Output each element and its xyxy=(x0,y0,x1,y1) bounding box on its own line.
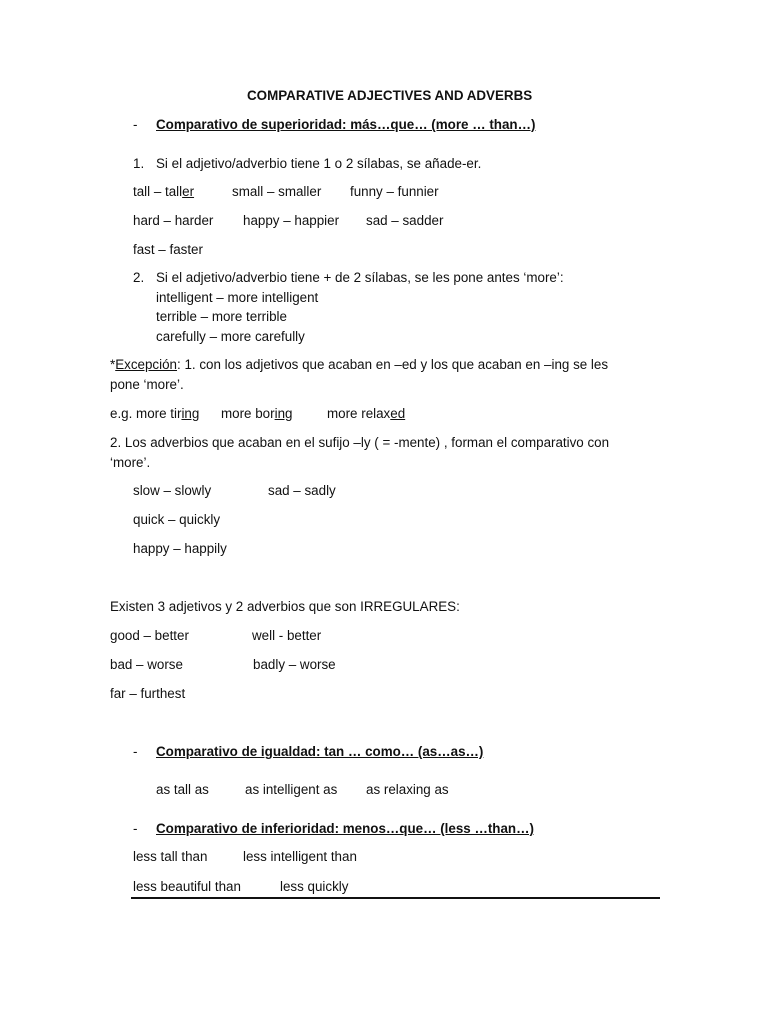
exception-star: * xyxy=(110,357,116,372)
example-relaxed-suffix: ed xyxy=(390,406,406,421)
irregular-well: well - better xyxy=(252,628,322,643)
superiority-heading: Comparativo de superioridad: más…que… (more … than…) xyxy=(156,117,536,132)
example-as-relaxing: as relaxing as xyxy=(366,782,449,797)
example-slow: slow – slowly xyxy=(133,483,212,498)
bullet-dash: - xyxy=(133,117,138,132)
example-as-tall: as tall as xyxy=(156,782,209,797)
example-less-tall: less tall than xyxy=(133,849,208,864)
example-boring xyxy=(221,406,292,422)
example-less-beautiful: less beautiful than xyxy=(133,879,241,894)
exception-line-2: pone ‘more’. xyxy=(110,377,184,392)
example-tiring-base: e.g. more tir xyxy=(110,406,182,421)
exception-label: Excepción xyxy=(115,357,178,372)
example-less-quickly: less quickly xyxy=(280,879,349,894)
exception-text: : 1. con los adjetivos que acaban en –ed y los que acaban en –ing se les xyxy=(177,357,609,372)
rule2-number: 2. xyxy=(133,270,145,285)
example-happy: happy – happier xyxy=(243,213,340,228)
adverbs-line-2: ‘more’. xyxy=(110,455,151,470)
example-sadly: sad – sadly xyxy=(268,483,336,498)
example-terrible: terrible – more terrible xyxy=(156,309,287,324)
example-small: small – smaller xyxy=(232,184,322,199)
example-tall xyxy=(133,184,194,200)
example-sad: sad – sadder xyxy=(366,213,444,228)
inferiority-heading: Comparativo de inferioridad: menos…que… (less …than…) xyxy=(156,821,534,836)
example-tiring xyxy=(110,406,199,422)
bullet-dash: - xyxy=(133,821,138,836)
example-relaxed-base: more relax xyxy=(327,406,391,421)
page-title: COMPARATIVE ADJECTIVES AND ADVERBS xyxy=(247,88,533,103)
example-tall-suffix: er xyxy=(182,184,195,199)
example-relaxed xyxy=(327,406,405,422)
example-tall-base: tall – tall xyxy=(133,184,183,199)
exception-line-1 xyxy=(110,357,608,373)
example-less-intelligent: less intelligent than xyxy=(243,849,357,864)
bullet-dash: - xyxy=(133,744,138,759)
example-carefully: carefully – more carefully xyxy=(156,329,305,344)
example-as-intelligent: as intelligent as xyxy=(245,782,338,797)
example-hard: hard – harder xyxy=(133,213,214,228)
irregular-far: far – furthest xyxy=(110,686,186,701)
rule1-number: 1. xyxy=(133,156,145,171)
example-boring-base: more bor xyxy=(221,406,275,421)
example-intelligent: intelligent – more intelligent xyxy=(156,290,319,305)
rule2-text: Si el adjetivo/adverbio tiene + de 2 sílabas, se les pone antes ‘more’: xyxy=(156,270,564,285)
irregular-intro: Existen 3 adjetivos y 2 adverbios que son IRREGULARES: xyxy=(110,599,460,614)
irregular-badly: badly – worse xyxy=(253,657,336,672)
example-tiring-suffix: ing xyxy=(181,406,200,421)
adverbs-line-1: 2. Los adverbios que acaban en el sufijo –ly ( = -mente) , forman el comparativo con xyxy=(110,435,610,450)
example-fast: fast – faster xyxy=(133,242,203,257)
rule1-text: Si el adjetivo/adverbio tiene 1 o 2 sílabas, se añade-er. xyxy=(156,156,482,171)
irregular-good: good – better xyxy=(110,628,189,643)
bottom-rule xyxy=(131,897,660,899)
example-quick: quick – quickly xyxy=(133,512,221,527)
example-funny: funny – funnier xyxy=(350,184,439,199)
example-happily: happy – happily xyxy=(133,541,227,556)
equality-heading: Comparativo de igualdad: tan … como… (as…as…) xyxy=(156,744,484,759)
irregular-bad: bad – worse xyxy=(110,657,183,672)
example-boring-suffix: ing xyxy=(274,406,293,421)
